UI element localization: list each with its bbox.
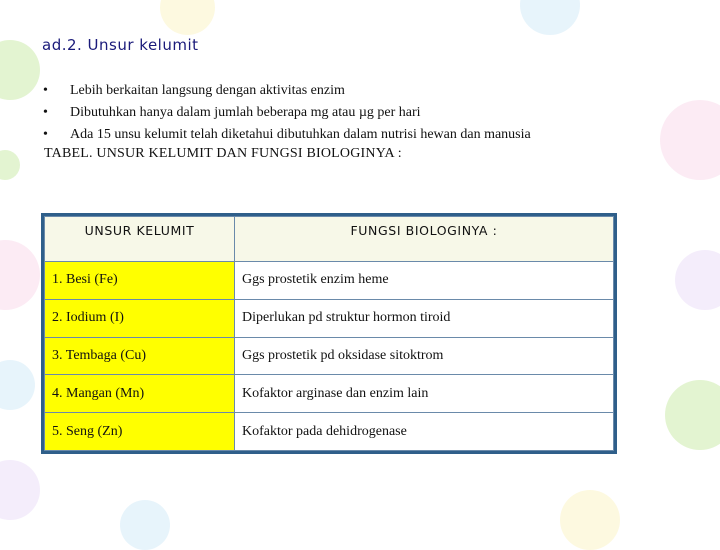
table-row bbox=[45, 375, 614, 413]
bullet-symbol: • bbox=[43, 105, 48, 120]
header-fungsi: FUNGSI BIOLOGINYA : bbox=[235, 217, 614, 262]
bubble-blue bbox=[0, 360, 35, 410]
bubble-green bbox=[665, 380, 720, 450]
element-cell: 1. Besi (Fe) bbox=[45, 262, 235, 300]
bullet-text: Ada 15 unsu kelumit telah diketahui dibutuhkan dalam nutrisi hewan dan manusia bbox=[70, 127, 531, 142]
element-cell: 3. Tembaga (Cu) bbox=[45, 337, 235, 375]
bullet-text: Dibutuhkan hanya dalam jumlah beberapa mg atau µg per hari bbox=[70, 105, 421, 120]
function-cell: Diperlukan pd struktur hormon tiroid bbox=[235, 299, 614, 337]
table-row bbox=[45, 337, 614, 375]
bubble-purple bbox=[675, 250, 720, 310]
function-cell: Ggs prostetik enzim heme bbox=[235, 262, 614, 300]
bullet-item bbox=[43, 124, 683, 146]
bubble-pink bbox=[0, 240, 40, 310]
element-cell: 5. Seng (Zn) bbox=[45, 413, 235, 451]
bubble-blue bbox=[520, 0, 580, 35]
function-cell: Ggs prostetik pd oksidase sitoktrom bbox=[235, 337, 614, 375]
bullet-item bbox=[43, 102, 683, 124]
function-cell: Kofaktor pada dehidrogenase bbox=[235, 413, 614, 451]
table-row bbox=[45, 262, 614, 300]
trace-element-table bbox=[41, 213, 617, 454]
element-cell: 4. Mangan (Mn) bbox=[45, 375, 235, 413]
bubble-green bbox=[0, 150, 20, 180]
bubble-green bbox=[0, 40, 40, 100]
bullet-symbol: • bbox=[43, 83, 48, 98]
bullet-symbol: • bbox=[43, 127, 48, 142]
bullet-text: Lebih berkaitan langsung dengan aktivitas enzim bbox=[70, 83, 345, 98]
function-cell: Kofaktor arginase dan enzim lain bbox=[235, 375, 614, 413]
table-row bbox=[45, 413, 614, 451]
table-row bbox=[45, 299, 614, 337]
table-header-row bbox=[45, 217, 614, 262]
bubble-purple bbox=[0, 460, 40, 520]
header-unsur: UNSUR KELUMIT bbox=[45, 217, 235, 262]
bubble-yellow bbox=[160, 0, 215, 35]
bullet-item bbox=[43, 80, 683, 102]
element-cell: 2. Iodium (I) bbox=[45, 299, 235, 337]
table-caption: TABEL. UNSUR KELUMIT DAN FUNGSI BIOLOGINYA : bbox=[44, 146, 402, 161]
slide-title: ad.2. Unsur kelumit bbox=[42, 36, 199, 54]
bubble-yellow bbox=[560, 490, 620, 550]
bubble-blue bbox=[120, 500, 170, 550]
bullet-list bbox=[43, 80, 683, 146]
